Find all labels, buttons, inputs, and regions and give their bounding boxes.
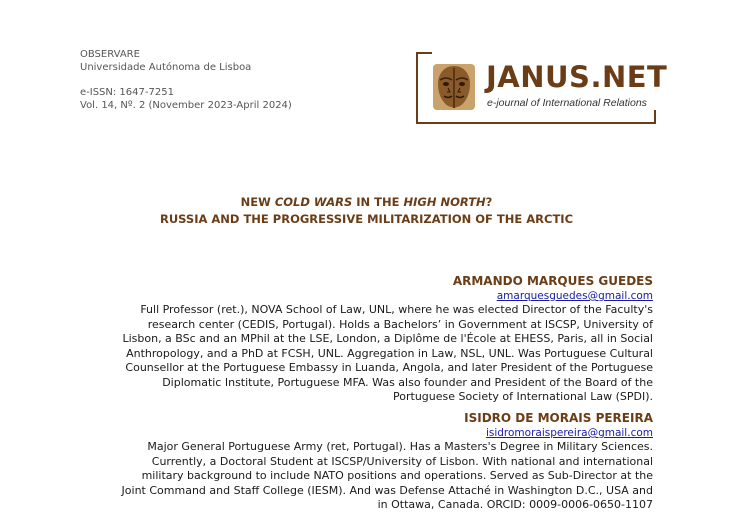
logo-subtitle: e-journal of International Relations [487,97,647,109]
author-block-1 [60,273,653,405]
author-name: ISIDRO DE MORAIS PEREIRA [464,411,653,425]
eissn: e-ISSN: 1647-7251 [80,87,174,98]
publisher-name: OBSERVARE [80,49,140,60]
logo-title: JANUS.NET [486,60,668,94]
article-title-line2: RUSSIA AND THE PROGRESSIVE MILITARIZATION OF THE ARCTIC [159,212,574,226]
author-email-link[interactable]: amarquesguedes@gmail.com [496,290,653,302]
article-title-line1: NEW COLD WARS IN THE HIGH NORTH? [240,195,493,209]
university-name: Universidade Autónoma de Lisboa [80,62,252,73]
author-block-2 [60,410,653,513]
author-bio: Major General Portuguese Army (ret, Portugal). Has a Masters's Degree in Military Sciences. Currently, a Doctoral Student at ISCSP/University of Lisbon. With national and international military background to include NATO positions and operations. Served as Sub-Director at the Joint Command and Staff College (IESM). And was Defense Attaché in Washington D.C., USA and in Ottawa, Canada. ORCID: 0009-0006-0650-1107 [121,440,653,511]
volume-info: Vol. 14, Nº. 2 (November 2023-April 2024) [80,100,292,111]
author-email-link[interactable]: isidromoraispereira@gmail.com [485,427,653,439]
janus-logo [416,52,668,124]
author-name: ARMANDO MARQUES GUEDES [452,274,653,288]
janus-faces-icon [430,62,478,112]
author-bio: Full Professor (ret.), NOVA School of Law, UNL, where he was elected Director of the Faculty's research center (CEDIS, Portugal). Holds a Bachelors’ in Government at ISCSP, University of Lisbon, a BSc and an MPhil at the LSE, London, a Diplôme de l'École at EHESS, Paris, all in Social Anthropology, and a PhD at FCSH, UNL. Aggregation in Law, NSL, UNL. Was Portuguese Cultural Counsellor at the Portuguese Embassy in Luanda, Angola, and later President of the Portuguese Diplomatic Institute, Portuguese MFA. Was also founder and President of the Board of the Portuguese Society of International Law (SPDI). [122,303,653,403]
journal-header [80,48,292,112]
